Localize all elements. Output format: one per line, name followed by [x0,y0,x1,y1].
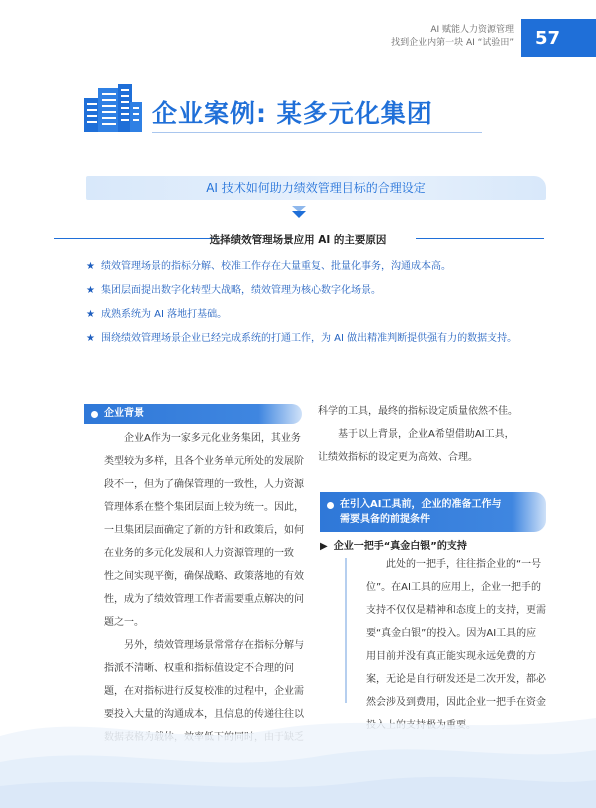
list-item: ★ 成熟系统为 AI 落地打基础。 [86,309,228,320]
paragraph: 另外，绩效管理场景常常存在指标分解与 指派不清晰、权重和指标值设定不合理的问 题，在对指标进行反复校准的过程中，企业需 要投入大量的沟通成本，且信息的传递往往以 [104,640,304,720]
running-header-line1: AI 赋能人力资源管理 [430,25,514,35]
chevron-down-icon [292,206,306,220]
divider-right [416,238,544,239]
continued-text [318,400,538,469]
bullet-dot-icon [91,411,98,418]
page-number: 57 [521,19,596,57]
topic-banner: AI 技术如何助力绩效管理目标的合理设定 [86,176,546,200]
running-header [391,24,514,50]
list-item: ★ 集团层面提出数字化转型大战略，绩效管理为核心数字化场景。 [86,285,381,296]
section-title-line2: 需要具备的前提条件 [340,514,430,525]
section-header-background [84,404,302,424]
reasons-list [86,260,556,356]
paragraph: 此处的一把手，往往指企业的“一号 位”。在AI工具的应用上，企业一把手的 支持不仅仅是精神和态度上的支持，更需 要“真金白银”的投入。因为AI工具的应 用目前并没有真正能实现永远免费的方 案，无论是自行研发还是二次开发，都必 然会涉及到费用，因此企业一把手在资金 [366,559,546,708]
list-item: ★ 绩效管理场景的指标分解、校准工作存在大量重复、批量化事务，沟通成本高。 [86,261,451,272]
section-header-background [320,492,546,532]
paragraph: 科学的工具，最终的指标设定质量依然不佳。 基于以上背景，企业A希望借助AI工具， 让绩效指标的设定更为高效、合理。 [318,406,518,463]
star-icon: ★ [86,309,95,320]
wave-decoration [0,690,596,808]
triangle-right-icon: ▶ [320,541,328,552]
quote-bar [345,558,347,703]
page-title: 企业案例: 某多元化集团 [152,99,433,128]
subsection-title: ▶ 企业一把手“真金白银”的支持 [320,541,467,552]
star-icon: ★ [86,333,95,344]
reasons-title: 选择绩效管理场景应用 AI 的主要原因 [209,234,387,246]
star-icon: ★ [86,261,95,272]
buildings-icon [84,84,142,132]
section-title: 企业背景 [104,408,144,419]
star-icon: ★ [86,285,95,296]
bullet-dot-icon [327,502,334,509]
paragraph: 企业A作为一家多元化业务集团，其业务 类型较为多样，且各个业务单元所处的发展阶 段不一，但为了确保管理的一致性，人力资源 管理体系在整个集团层面上较为统一。因此， 一旦集团层面确定了新的方针和政策后，如何 在业务的多元化发展和人力资源管理的一致 性之间实现平衡，确保战略、政策落地的有效 性，成为了绩效管理工作者需要重点解决的问 题之一。 [104,433,304,628]
running-header-line2: 找到企业内第一块 AI “试验田” [391,38,514,48]
section-title-line1: 在引入AI工具前，企业的准备工作与 [340,499,502,510]
list-item: ★ 围绕绩效管理场景企业已经完成系统的打通工作，为 AI 做出精准判断提供强有力的数据支持。 [86,333,518,344]
title-underline [152,132,482,133]
